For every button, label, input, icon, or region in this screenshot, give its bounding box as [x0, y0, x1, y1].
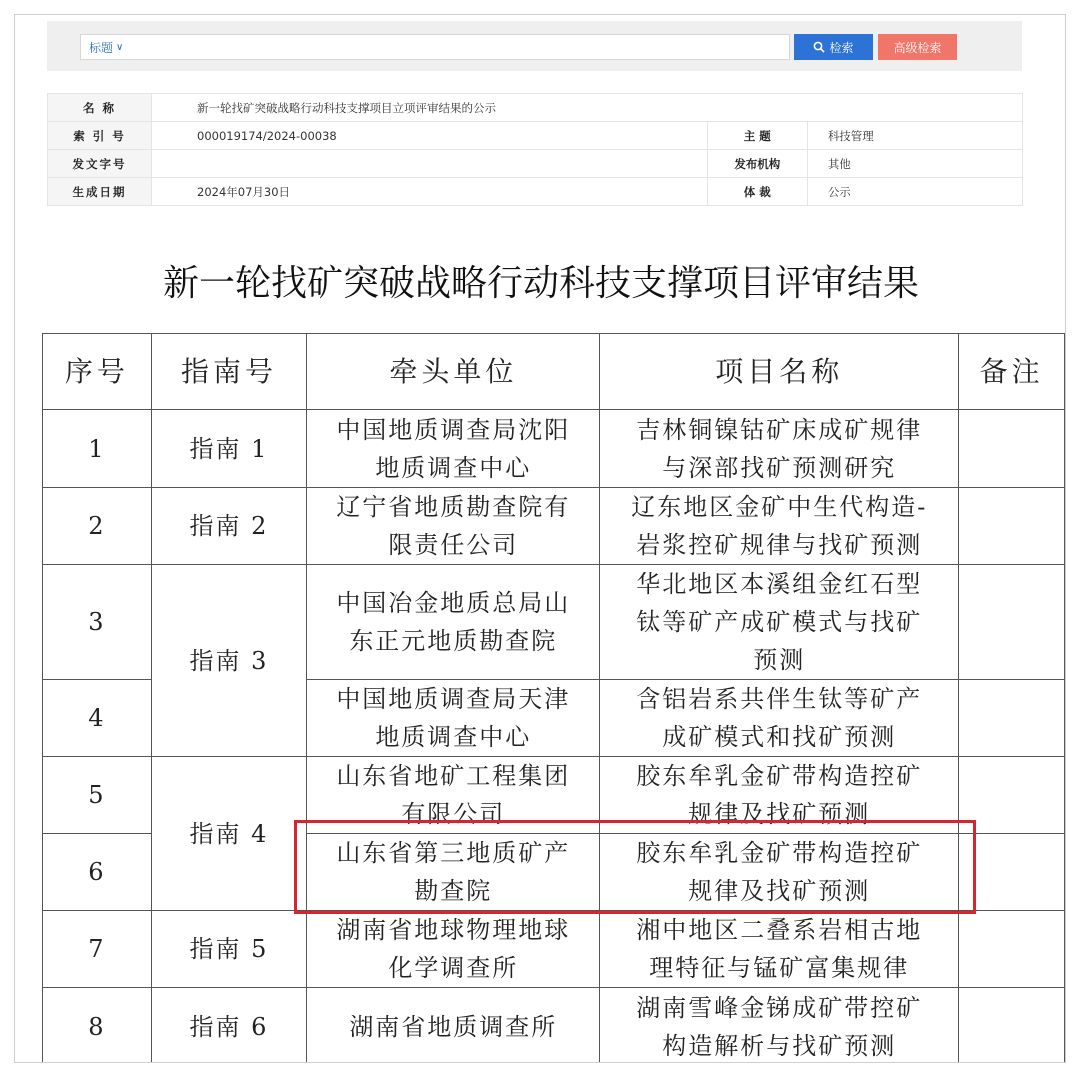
unit-line: 湖南省地球物理地球 — [336, 916, 571, 944]
docno-value — [152, 150, 708, 178]
project-line: 胶东牟乳金矿带构造控矿 — [636, 762, 923, 790]
genre-value: 公示 — [807, 178, 1022, 206]
cell-no: 7 — [43, 911, 152, 988]
cell-note — [959, 488, 1065, 565]
project-line: 辽东地区金矿中生代构造- — [631, 493, 928, 521]
table-row — [43, 565, 1065, 680]
project-line: 与深部找矿预测研究 — [662, 453, 897, 482]
search-input[interactable] — [80, 34, 790, 60]
header-no: 序号 — [43, 334, 152, 410]
chevron-down-icon[interactable]: ∨ — [116, 41, 124, 53]
cell-no: 8 — [43, 988, 152, 1064]
index-value: 000019174/2024-00038 — [152, 122, 708, 150]
cell-project — [600, 757, 959, 834]
cell-guide: 指南 2 — [151, 488, 307, 565]
unit-line: 湖南省地质调查所 — [349, 1012, 558, 1041]
topic-value: 科技管理 — [807, 122, 1022, 150]
cell-project — [600, 988, 959, 1064]
cell-project — [600, 488, 959, 565]
cell-project — [600, 911, 959, 988]
cell-note — [959, 911, 1065, 988]
document-title: 新一轮找矿突破战略行动科技支撑项目评审结果 — [162, 263, 919, 304]
advanced-search-button[interactable] — [878, 34, 957, 60]
table-row — [43, 410, 1065, 488]
project-line: 胶东牟乳金矿带构造控矿 — [636, 839, 923, 867]
cell-note — [959, 410, 1065, 488]
search-field-selector[interactable]: 标题 — [89, 40, 114, 55]
table-row — [43, 757, 1065, 834]
cell-no: 5 — [43, 757, 152, 834]
header-unit: 牵头单位 — [307, 334, 600, 410]
unit-line: 辽宁省地质勘查院有 — [336, 493, 571, 521]
cell-unit — [307, 488, 600, 565]
publisher-label: 发布机构 — [707, 150, 807, 178]
table-header-row — [43, 334, 1065, 410]
header-project: 项目名称 — [600, 334, 959, 410]
index-label: 索 引 号 — [48, 122, 152, 150]
unit-line: 地质调查中心 — [375, 453, 532, 482]
unit-line: 限责任公司 — [388, 531, 519, 559]
search-button[interactable] — [794, 34, 873, 60]
project-line: 成矿模式和找矿预测 — [662, 723, 897, 751]
project-line: 理特征与锰矿富集规律 — [649, 954, 910, 982]
cell-project — [600, 410, 959, 488]
unit-line: 地质调查中心 — [375, 723, 532, 751]
project-line: 含铝岩系共伴生钛等矿产 — [636, 685, 923, 713]
project-line: 钛等矿产成矿模式与找矿 — [636, 608, 923, 636]
cell-no: 3 — [43, 565, 152, 680]
cell-project — [600, 680, 959, 757]
project-line: 预测 — [753, 646, 806, 674]
name-label: 名 称 — [48, 94, 152, 122]
cell-guide: 指南 3 — [151, 565, 307, 757]
project-line: 湖南雪峰金锑成矿带控矿 — [636, 993, 923, 1022]
project-line: 岩浆控矿规律与找矿预测 — [636, 531, 923, 559]
unit-line: 中国地质调查局沈阳 — [336, 415, 571, 444]
cell-project — [600, 565, 959, 680]
page-frame — [14, 14, 1066, 1063]
advanced-search-label: 高级检索 — [893, 40, 942, 55]
cell-guide: 指南 5 — [151, 911, 307, 988]
docno-label: 发文字号 — [48, 150, 152, 178]
unit-line: 中国地质调查局天津 — [336, 685, 571, 713]
search-button-label: 检索 — [829, 40, 854, 55]
genre-label: 体 裁 — [707, 178, 807, 206]
header-note: 备注 — [959, 334, 1065, 410]
search-icon — [813, 41, 825, 53]
metadata-table — [47, 93, 1023, 206]
topic-label: 主 题 — [707, 122, 807, 150]
cell-unit — [307, 988, 600, 1064]
cell-unit — [307, 680, 600, 757]
project-line: 构造解析与找矿预测 — [662, 1031, 897, 1060]
cell-no: 2 — [43, 488, 152, 565]
cell-note — [959, 834, 1065, 911]
cell-guide: 指南 4 — [151, 757, 307, 911]
project-line: 吉林铜镍钴矿床成矿规律 — [636, 415, 923, 444]
project-line: 规律及找矿预测 — [688, 800, 871, 828]
project-line: 华北地区本溪组金红石型 — [636, 570, 923, 598]
cell-guide: 指南 6 — [151, 988, 307, 1064]
search-bar — [47, 21, 1022, 71]
cell-no: 1 — [43, 410, 152, 488]
unit-line: 有限公司 — [401, 800, 506, 828]
cell-unit — [307, 911, 600, 988]
project-line: 规律及找矿预测 — [688, 877, 871, 905]
cell-no: 4 — [43, 680, 152, 757]
cell-note — [959, 988, 1065, 1064]
table-row — [43, 488, 1065, 565]
cell-unit — [307, 565, 600, 680]
date-label: 生成日期 — [48, 178, 152, 206]
cell-note — [959, 565, 1065, 680]
name-value: 新一轮找矿突破战略行动科技支撑项目立项评审结果的公示 — [152, 94, 1023, 122]
cell-unit — [307, 834, 600, 911]
unit-line: 化学调查所 — [388, 954, 519, 982]
cell-no: 6 — [43, 834, 152, 911]
result-table — [42, 333, 1065, 1063]
unit-line: 东正元地质勘查院 — [349, 627, 558, 655]
project-line: 湘中地区二叠系岩相古地 — [636, 916, 923, 944]
cell-project — [600, 834, 959, 911]
cell-unit — [307, 757, 600, 834]
unit-line: 勘查院 — [414, 877, 493, 905]
cell-note — [959, 680, 1065, 757]
publisher-value: 其他 — [807, 150, 1022, 178]
cell-note — [959, 757, 1065, 834]
cell-unit — [307, 410, 600, 488]
unit-line: 山东省地矿工程集团 — [336, 762, 571, 790]
cell-guide: 指南 1 — [151, 410, 307, 488]
table-row — [43, 911, 1065, 988]
date-value: 2024年07月30日 — [152, 178, 708, 206]
unit-line: 中国冶金地质总局山 — [336, 589, 571, 617]
unit-line: 山东省第三地质矿产 — [336, 839, 571, 867]
table-row — [43, 988, 1065, 1064]
header-guide: 指南号 — [151, 334, 307, 410]
